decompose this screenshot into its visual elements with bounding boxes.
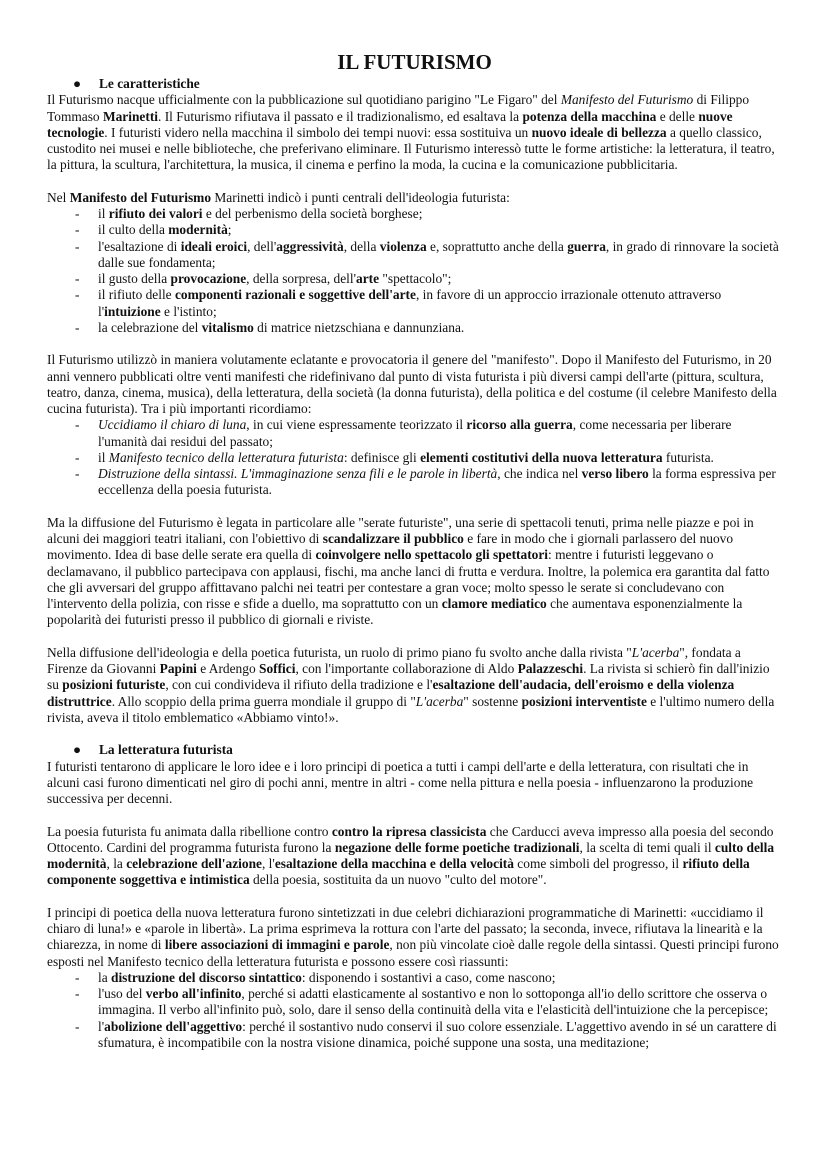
dash-list (47, 970, 782, 1051)
dash-bullet-icon: - (75, 1018, 80, 1034)
bold-text: coinvolgere nello spettacolo gli spettatori (315, 547, 549, 563)
italic-text: L'acerba (415, 693, 464, 709)
italic-text: Distruzione della sintassi. L'immaginazione senza fili e le parole in libertà (98, 466, 498, 481)
text-run: e l'ultimo numero della rivista, aveva il titolo emblematico «Abbiamo vinto!». (47, 693, 775, 725)
text-run: . La rivista si schierò fin dall'inizio su (47, 661, 770, 693)
text-run: e Ardengo (196, 661, 259, 676)
dash-list (47, 417, 782, 498)
document-page (47, 50, 782, 1051)
text-run: , la (106, 856, 127, 871)
text-run: , l' (261, 856, 275, 871)
list-item (47, 466, 782, 499)
section-heading (47, 742, 782, 758)
bold-text: distruzione del discorso sintattico (111, 969, 302, 985)
list-item (47, 970, 782, 986)
bold-text: verso libero (581, 466, 649, 481)
dash-bullet-icon: - (75, 969, 80, 985)
bold-text: nuovo ideale di bellezza (531, 124, 667, 140)
text-run: e fare in modo che i giornali parlassero del nuovo movimento. Idea di base delle serate era quella di (47, 531, 734, 563)
bold-text: potenza della macchina (522, 108, 657, 124)
text-run: , con l'importante collaborazione di Aldo (295, 661, 518, 676)
bold-text: rifiuto della componente soggettiva e intimistica (47, 856, 750, 888)
bold-text: ricorso alla guerra (466, 417, 573, 433)
text-run: "spettacolo"; (379, 271, 452, 286)
text-run: , in cui viene espressamente teorizzato il (246, 417, 467, 433)
list-item (47, 287, 782, 320)
text-run: il gusto della (98, 271, 171, 286)
bold-text: contro la ripresa classicista (331, 823, 487, 839)
bold-text: componenti razionali e soggettive dell'arte (174, 287, 416, 303)
text-run: , in grado di rinnovare la società dalle sue fondamenta; (98, 238, 779, 270)
bold-text: vitalismo (201, 319, 254, 335)
bold-text: clamore mediatico (441, 596, 547, 611)
text-run: che Carducci aveva impresso alla poesia del secondo Ottocento. Cardini del programma futurista furono la (47, 823, 774, 855)
bold-text: scandalizzare il pubblico (322, 531, 464, 546)
bold-text: guerra (567, 238, 606, 254)
list-item (47, 222, 782, 238)
bold-text: Marinetti (102, 108, 158, 124)
list-item (47, 239, 782, 272)
paragraph (47, 645, 782, 726)
text-run: e del perbenismo della società borghese; (202, 206, 423, 221)
text-run: I futuristi tentarono di applicare le loro idee e i loro principi di poetica a tutti i campi dell'arte e della letteratura, con risultati che in alcuni casi furono dimenticati nel giro di pochi anni, mentre in altri - come nella pittura e nella poesia - influenzarono la produzione successiva per decenni. (47, 758, 754, 806)
text-run: La poesia futurista fu animata dalla ribellione contro (47, 823, 332, 839)
bold-text: celebrazione dell'azione (126, 856, 262, 871)
bold-text: violenza (379, 238, 427, 254)
dash-bullet-icon: - (75, 271, 80, 286)
list-item (47, 271, 782, 287)
bold-text: negazione delle forme poetiche tradizionali (334, 839, 580, 855)
text-run: , che indica nel (497, 466, 582, 481)
text-run: e delle (656, 108, 699, 124)
dash-bullet-icon: - (75, 319, 80, 335)
text-run: : perché il sostantivo nudo conservi il suo colore essenziale. L'aggettivo avendo in sé un carattere di sfumatura, è incompatibile con la nostra visione dinamica, poiché suppone una sosta, una meditazione; (98, 1018, 777, 1050)
text-run: della poesia, sostituita da un nuovo "culto del motore". (249, 872, 547, 888)
bold-text: posizioni futuriste (62, 677, 166, 693)
bold-text: abolizione dell'aggettivo (104, 1018, 243, 1034)
paragraph (47, 190, 782, 206)
text-run: Il Futurismo nacque ufficialmente con la pubblicazione sul quotidiano parigino "Le Figaro" del (47, 92, 561, 108)
bold-text: posizioni interventiste (521, 693, 647, 709)
text-run: Ma la diffusione del Futurismo è legata in particolare alle "serate futuriste", una serie di spettacoli tenuti, prima nelle piazze e poi in alcuni dei maggiori teatri italiani, con l'obiettivo di (47, 514, 754, 546)
dash-bullet-icon: - (75, 417, 80, 433)
dash-bullet-icon: - (75, 466, 80, 481)
text-run: , della (343, 238, 380, 254)
dash-bullet-icon: - (75, 222, 80, 238)
dash-bullet-icon: - (75, 287, 80, 303)
text-run: il rifiuto delle (98, 287, 175, 303)
text-run: . I futuristi videro nella macchina il simbolo dei tempi nuovi: essa sostituiva un (104, 124, 532, 140)
dash-bullet-icon: - (75, 449, 80, 465)
bold-text: provocazione (170, 271, 247, 286)
text-run: la celebrazione del (98, 319, 202, 335)
list-item (47, 450, 782, 466)
bold-text: nuove tecnologie (47, 108, 733, 140)
text-run: , la scelta di temi quali il (579, 839, 715, 855)
text-run: : definisce gli (343, 449, 421, 465)
list-item (47, 1019, 782, 1052)
text-run: " sostenne (463, 693, 522, 709)
italic-text: Manifesto tecnico della letteratura futurista (108, 449, 344, 465)
section-heading-text: Le caratteristiche (99, 76, 200, 91)
text-run: , dell' (247, 238, 277, 254)
bullet-icon: ● (73, 76, 82, 91)
text-run: l' (98, 1018, 105, 1034)
bold-text: libere associazioni di immagini e parole (164, 937, 390, 953)
text-run: I principi di poetica della nuova letteratura furono sintetizzati in due celebri dichiarazioni programmatiche di Marinetti: «uccidiamo il chiaro di luna!» e «parole in libertà». La prima esprimeva la rottura con l'arte del passato; la seconda, invece, rifiutava la linearità e la chiarezza, in nome di (47, 904, 764, 953)
list-item (47, 986, 782, 1019)
list-item (47, 320, 782, 336)
text-run: il (98, 206, 109, 221)
bold-text: arte (356, 271, 380, 286)
text-run: : mentre i futuristi leggevano o declamavano, il pubblico partecipava con applausi, fischi, ma anche lanci di frutta e verdura. Inoltre, la polemica era garantita dal fatto che gli avversari del gruppo affittavano palchi nei teatri per contestare a gran voce; molto spesso le serate si concludevano con l'intervento della polizia, con risse e sfide a duello, ma soprattutto con un (47, 547, 770, 611)
text-run: , della sorpresa, dell' (246, 271, 357, 286)
text-run: e l'istinto; (160, 303, 217, 319)
page-title: IL FUTURISMO (337, 50, 492, 74)
bullet-icon: ● (73, 742, 82, 758)
list-item (47, 206, 782, 222)
dash-bullet-icon: - (75, 986, 80, 1001)
text-run: , con cui condivideva il rifiuto della tradizione e l' (165, 677, 433, 693)
bold-text: culto della modernità (47, 839, 775, 871)
text-run: . Il Futurismo rifiutava il passato e il tradizionalismo, ed esaltava la (158, 108, 523, 124)
paragraph (47, 92, 782, 173)
bold-text: aggressività (276, 238, 344, 254)
document-body (47, 76, 782, 1051)
bold-text: Palazzeschi (517, 661, 584, 676)
bold-text: ideali eroici (180, 238, 248, 254)
text-run: : disponendo i sostantivi a caso, come nascono; (301, 969, 556, 985)
text-run: l'uso del (98, 986, 146, 1001)
dash-bullet-icon: - (75, 238, 80, 254)
text-run: la (98, 969, 112, 985)
italic-text: Manifesto del Futurismo (560, 92, 694, 108)
bold-text: verbo all'infinito (145, 986, 242, 1001)
text-run: il culto della (98, 222, 169, 238)
section-heading (47, 76, 782, 92)
bold-text: elementi costitutivi della nuova letteratura (420, 449, 663, 465)
bold-text: Soffici (259, 661, 296, 676)
text-run: l'esaltazione di (98, 238, 181, 254)
text-run: , come necessaria per liberare l'umanità dai residui del passato; (98, 417, 732, 449)
text-run: Nel (47, 189, 70, 205)
text-run: come simboli del progresso, il (513, 856, 683, 871)
italic-text: Uccidiamo il chiaro di luna (98, 417, 247, 433)
bold-text: modernità (168, 222, 228, 238)
list-item (47, 417, 782, 450)
bold-text: intuizione (104, 303, 161, 319)
text-run: ; (227, 222, 232, 238)
text-run: ", fondata a Firenze da Giovanni (47, 644, 741, 676)
text-run: , in favore di un approccio irrazionale ottenuto attraverso l' (98, 287, 722, 319)
italic-text: L'acerba (631, 644, 680, 660)
text-run: , non più vincolate cioè dalle regole della sintassi. Questi principi furono esposti nel Manifesto tecnico della letteratura futurista e possono essere così riassunti: (47, 937, 779, 969)
text-run: Nella diffusione dell'ideologia e della poetica futurista, un ruolo di primo piano fu svolto anche dalla rivista " (47, 644, 632, 660)
text-run: la forma espressiva per eccellenza della poesia futurista. (98, 466, 776, 498)
text-run: futurista. (662, 449, 714, 465)
bold-text: esaltazione dell'audacia, dell'eroismo e della violenza distruttrice (47, 677, 735, 709)
text-run: Marinetti indicò i punti centrali dell'ideologia futurista: (211, 189, 510, 205)
bold-text: esaltazione della macchina e della velocità (274, 856, 514, 871)
paragraph (47, 759, 782, 808)
text-run: a quello classico, custodito nei musei e nelle biblioteche, che preferivano eliminare. Il Futurismo interessò tutte le forme artistiche: la letteratura, il teatro, la pittura, la scultura, l'architettura, la musica, il cinema e perfino la moda, la cucina e la comunicazione pubblicitaria. (47, 124, 775, 173)
paragraph (47, 905, 782, 970)
text-run: , perché si adatti elasticamente al sostantivo e non lo sottoponga all'io dello scrittore che osserva o immagina. Il verbo all'infinito può, solo, dare il senso della continuità della vita e l'elasticità dell'intuizione che la percepisce; (98, 986, 769, 1018)
paragraph (47, 352, 782, 417)
bold-text: rifiuto dei valori (108, 206, 203, 221)
bold-text: Papini (159, 661, 197, 676)
section-heading-text: La letteratura futurista (99, 742, 233, 758)
text-run: . Allo scoppio della prima guerra mondiale il gruppo di " (111, 693, 416, 709)
dash-list (47, 206, 782, 336)
paragraph (47, 515, 782, 629)
text-run: Il Futurismo utilizzò in maniera volutamente eclatante e provocatoria il genere del "manifesto". Dopo il Manifesto del Futurismo, in 20 anni vennero pubblicati oltre venti manifesti che ridefinivano dal punto di vista futurista i più diversi campi dell'arte (pittura, scultura, teatro, danza, cinema, musica), della letteratura, della società (la donna futurista), della politica e del costume (il celebre Manifesto della cucina futurista). Tra i più importanti ricordiamo: (47, 352, 777, 416)
dash-bullet-icon: - (75, 206, 80, 221)
paragraph (47, 824, 782, 889)
text-run: il (98, 449, 109, 465)
text-run: di matrice nietzschiana e dannunziana. (253, 319, 465, 335)
text-run: di Filippo Tommaso (47, 92, 750, 124)
text-run: e, soprattutto anche della (426, 238, 568, 254)
bold-text: Manifesto del Futurismo (69, 189, 212, 205)
text-run: che aumentava esponenzialmente la popolarità dei futuristi presso il pubblico di giornali e riviste. (47, 596, 743, 628)
